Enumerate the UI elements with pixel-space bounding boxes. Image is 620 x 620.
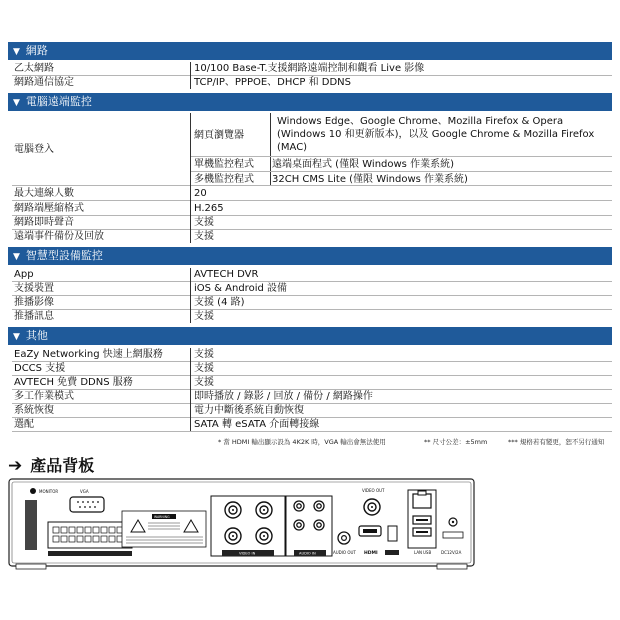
vga-label: VGA [80,489,89,494]
monitor-port-icon [30,488,36,494]
spec-value: 支援 [194,217,214,228]
browser-value-line: Windows Edge、Google Chrome、Mozilla Firefox & Opera [277,116,564,127]
single-monitor-label: 單機監控程式 [194,159,254,170]
spec-label: DCCS 支援 [14,363,66,374]
spec-label: EaZy Networking 快速上網服務 [14,349,163,360]
rear-panel-title: 產品背板 [30,456,95,475]
section-header-other [8,327,612,345]
multi-monitor-value: 32CH CMS Lite (僅限 Windows 作業系統) [272,174,468,185]
spec-value: TCP/IP、PPPOE、DHCP 和 DDNS [194,77,351,88]
browser-label: 網頁瀏覽器 [194,130,244,141]
footnote: ** 尺寸公差：±5mm [424,438,488,446]
spec-label: 網路端壓縮格式 [14,203,84,214]
spec-label: 推播影像 [14,297,54,308]
spec-value: 20 [194,188,207,199]
section-header-network [8,42,612,60]
rear-panel-heading [8,453,94,476]
section-header-smart [8,247,612,265]
video-in-block [211,496,285,556]
lan-port [413,494,431,508]
section-title: 電腦遠端監控 [25,95,92,108]
section-header-remote [8,93,612,111]
spec-label: 系統恢復 [14,405,54,416]
triangle-down-icon: ▼ [13,98,20,108]
spec-value: AVTECH DVR [194,269,259,280]
video-in-label: VIDEO IN [239,551,256,556]
rear-panel-diagram [8,478,475,570]
spec-value: SATA 轉 eSATA 介面轉接線 [194,419,320,430]
spec-value: 10/100 Base-T.支援網路遠端控制和觀看 Live 影像 [194,63,425,74]
section-title: 其他 [25,329,48,342]
spec-value: H.265 [194,203,224,214]
spec-value: 支援 [194,349,214,360]
browser-value-line: (MAC) [277,142,308,153]
footnote: * 當 HDMI 輸出顯示設為 4K2K 時，VGA 輸出會無法使用 [218,438,386,446]
section-title: 智慧型設備監控 [25,249,103,262]
esata-port [388,526,397,541]
triangle-down-icon: ▼ [13,332,20,342]
arrow-right-icon: ➔ [8,456,23,476]
spec-label: 選配 [14,419,34,430]
spec-label: 網路通信協定 [14,77,74,88]
multi-monitor-label: 多機監控程式 [194,174,254,185]
single-monitor-value: 遠端桌面程式 (僅限 Windows 作業系統) [272,159,454,170]
lan-label: LAN [414,550,423,555]
spec-value: 支援 [194,231,214,242]
vga-port [70,497,104,512]
spec-value: 支援 [194,377,214,388]
audio-out-label: AUDIO OUT [333,550,356,555]
spec-label: AVTECH 免費 DDNS 服務 [14,377,133,388]
section-title: 網路 [25,44,48,57]
usb-label: USB [423,550,432,555]
spec-label: App [14,269,34,280]
spec-label: 支援裝置 [14,283,54,294]
browser-value-line: (Windows 10 和更新版本)，以及 Google Chrome & Mozilla Firefox [277,129,595,140]
monitor-label: MONITOR [39,489,59,494]
alarm-terminal-block [48,522,132,548]
warning-label: WARNING [154,515,170,519]
spec-label: 推播訊息 [14,311,54,322]
spec-value: 即時播放 / 錄影 / 回放 / 備份 / 網路操作 [194,391,373,402]
spec-value: 支援 [194,363,214,374]
spec-label: 多工作業模式 [14,391,74,402]
triangle-down-icon: ▼ [13,47,20,57]
pc-login-label: 電腦登入 [14,144,54,155]
dc-power-label: DC12V/2A [441,550,462,555]
spec-label: 遠端事件備份及回放 [14,231,104,242]
video-out-label: VIDEO OUT [362,488,385,493]
spec-label: 乙太網路 [14,63,54,74]
footnote: *** 規格若有變更，恕不另行通知 [508,438,605,446]
triangle-down-icon: ▼ [13,252,20,262]
audio-in-block [286,496,332,556]
spec-label: 網路即時聲音 [14,217,74,228]
spec-value: 支援 [194,311,214,322]
spec-value: iOS & Android 設備 [194,283,287,294]
hdmi-label: HDMI [364,551,378,556]
spec-value: 電力中斷後系統自動恢復 [194,405,304,416]
spec-label: 最大連線人數 [14,188,74,199]
label-sticker [25,500,37,550]
terminal-label-strip [48,551,132,556]
audio-in-label: AUDIO IN [299,551,316,556]
spec-value: 支援 (4 路) [194,297,245,308]
